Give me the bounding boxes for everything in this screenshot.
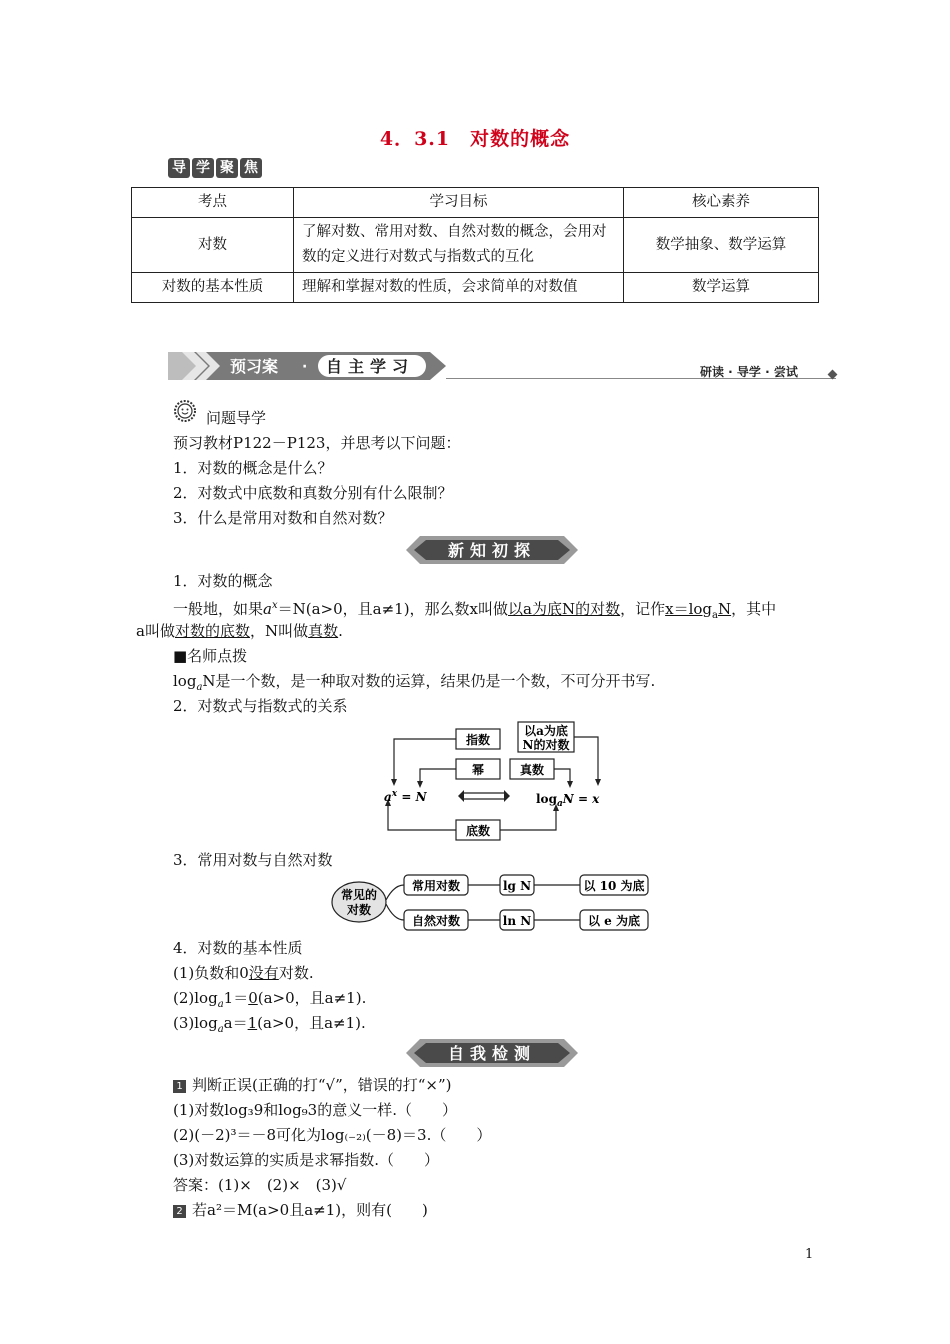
sun-icon [172, 399, 198, 427]
text: (1)负数和0 [173, 964, 249, 982]
teacher-tip-label: ■名师点拨 [173, 647, 248, 665]
self-check-banner [406, 1039, 578, 1065]
table-cell: 了解对数、常用对数、自然对数的概念，会用对数的定义进行对数式与指数式的互化 [294, 218, 624, 273]
text: (2)log [173, 989, 218, 1007]
table-header: 考点 [132, 188, 294, 218]
svg-text:logaN = x [536, 792, 600, 809]
q1-answer: 答案：(1)× (2)× (3)√ [173, 1176, 347, 1194]
center-line-2: 对数 [346, 903, 372, 917]
row-symbol: ln N [502, 914, 532, 928]
table-cell: 对数的基本性质 [132, 273, 294, 303]
text: N是一个数，是一种取对数的运算，结果仍是一个数，不可分开书写. [202, 672, 656, 690]
q1-item: (2)(－2)³＝－8可化为log₍₋₂₎(－8)＝3.（ ） [173, 1126, 492, 1144]
underlined-answer: $x=\log_aN$ [665, 600, 732, 621]
text: ＝N(a>0，且a≠1)，那么数x叫做 [277, 600, 509, 618]
underlined-answer: 以a为底N的对数 [508, 600, 621, 618]
text: 一般地，如果 [173, 600, 264, 618]
formula-rest: = N [397, 790, 427, 804]
property-2: $(2)\log_a1=0(a>0$，且a≠1). [173, 989, 367, 1010]
text: 若a²＝M(a>0且a≠1)，则有( ) [192, 1201, 428, 1219]
table-row [132, 273, 819, 303]
property-1 [173, 963, 314, 983]
box-base: 底数 [465, 824, 491, 838]
table-header-row [132, 188, 819, 218]
svg-text:ax = N [384, 789, 428, 804]
preview-banner [168, 350, 446, 382]
preview-banner-dot: · [302, 359, 308, 375]
text: (a>0，且a≠1). [257, 1014, 366, 1032]
formula-a: a [384, 790, 392, 804]
formula-sub: a [556, 799, 563, 809]
row-base: 以 e 为底 [588, 914, 640, 928]
box-base-label-1: 以a为底 [524, 724, 568, 738]
text: x＝log [665, 600, 712, 618]
table-header: 核心素养 [624, 188, 819, 218]
underlined-answer: 真数 [308, 622, 339, 640]
center-line-1: 常见的 [340, 888, 378, 902]
exp-log-diagram [380, 720, 610, 846]
table-row [132, 218, 819, 273]
badge-char: 聚 [216, 158, 238, 178]
badge-char: 学 [192, 158, 214, 178]
question-guide-intro: 预习教材P122－P123，并思考以下问题： [173, 434, 461, 452]
q1-stem [173, 1075, 452, 1095]
q1-item: (1)对数log₃9和log₉3的意义一样.（ ） [173, 1101, 457, 1119]
text: a叫做 [136, 622, 175, 640]
new-knowledge-label: 新知初探 [447, 541, 537, 560]
s3-heading: 3．常用对数与自然对数 [173, 851, 333, 869]
text: (a>0，且a≠1). [257, 989, 367, 1007]
row-name: 常用对数 [411, 879, 461, 893]
table-header: 学习目标 [294, 188, 624, 218]
question-number: 2 [173, 1205, 186, 1218]
s2-heading: 2．对数式与指数式的关系 [173, 697, 348, 715]
q1-item: (3)对数运算的实质是求幂指数.（ ） [173, 1151, 440, 1169]
new-knowledge-banner [406, 536, 578, 562]
table-cell: 数学运算 [624, 273, 819, 303]
text: 1＝ [223, 989, 249, 1007]
formula-x: x [391, 789, 398, 799]
preview-banner-right: 自主学习 [326, 357, 415, 376]
formula-log: log [536, 792, 557, 806]
text: ，N叫做 [249, 622, 309, 640]
s1-heading: 1．对数的概念 [173, 572, 273, 590]
text: log [173, 672, 197, 690]
badge-char: 焦 [240, 158, 262, 178]
text: (3)log [173, 1014, 218, 1032]
teacher-tip-text: $\log_aN$是一个数，是一种取对数的运算，结果仍是一个数，不可分开书写. [173, 672, 656, 693]
box-exp: 指数 [465, 733, 491, 747]
question-item: 2．对数式中底数和真数分别有什么限制？ [173, 484, 453, 502]
text: $a^x$ [263, 600, 278, 618]
question-number: 1 [173, 1080, 186, 1093]
self-check-label: 自我检测 [447, 1044, 537, 1063]
row-symbol: lg N [502, 879, 532, 893]
text: 对数. [278, 964, 314, 982]
s4-heading: 4．对数的基本性质 [173, 939, 303, 957]
section-badge [168, 158, 262, 178]
badge-char: 导 [168, 158, 190, 178]
q2-stem [173, 1200, 428, 1220]
row-base: 以 10 为底 [583, 879, 645, 893]
page-title: 4．3.1 对数的概念 [379, 128, 571, 150]
box-power: 幂 [471, 763, 485, 777]
banner-tagline: 研读 · 导学 · 尝试 [700, 365, 798, 379]
formula-rest-right: N = x [562, 792, 600, 806]
page-number: 1 [805, 1247, 814, 1262]
table-cell: 对数 [132, 218, 294, 273]
question-item: 3．什么是常用对数和自然对数？ [173, 509, 393, 527]
preview-banner-left: 预习案 [230, 357, 279, 376]
table-cell: 数学抽象、数学运算 [624, 218, 819, 273]
underlined-answer: 对数的底数 [174, 622, 250, 640]
text: a＝ [223, 1014, 248, 1032]
table-cell: 理解和掌握对数的性质，会求简单的对数值 [294, 273, 624, 303]
property-3: $(3)\log_aa=1(a>0$，且a≠1). [173, 1014, 366, 1035]
text: ，其中 [731, 600, 777, 618]
question-item: 1．对数的概念是什么？ [173, 459, 333, 477]
text: ，记作 [620, 600, 666, 618]
underlined-answer: 1 [247, 1014, 258, 1032]
text: . [338, 622, 343, 640]
learning-goals-table [131, 187, 819, 303]
underlined-answer: 没有 [248, 964, 279, 982]
row-name: 自然对数 [411, 914, 461, 928]
text: 判断正误(正确的打“√”，错误的打“×”) [192, 1076, 452, 1094]
box-base-label-2: N的对数 [522, 738, 570, 752]
s1-paragraph-2 [136, 621, 343, 641]
box-real: 真数 [519, 763, 545, 777]
question-guide-heading: 问题导学 [206, 409, 267, 427]
underlined-answer: 0 [248, 989, 258, 1007]
common-logs-diagram [330, 870, 652, 936]
